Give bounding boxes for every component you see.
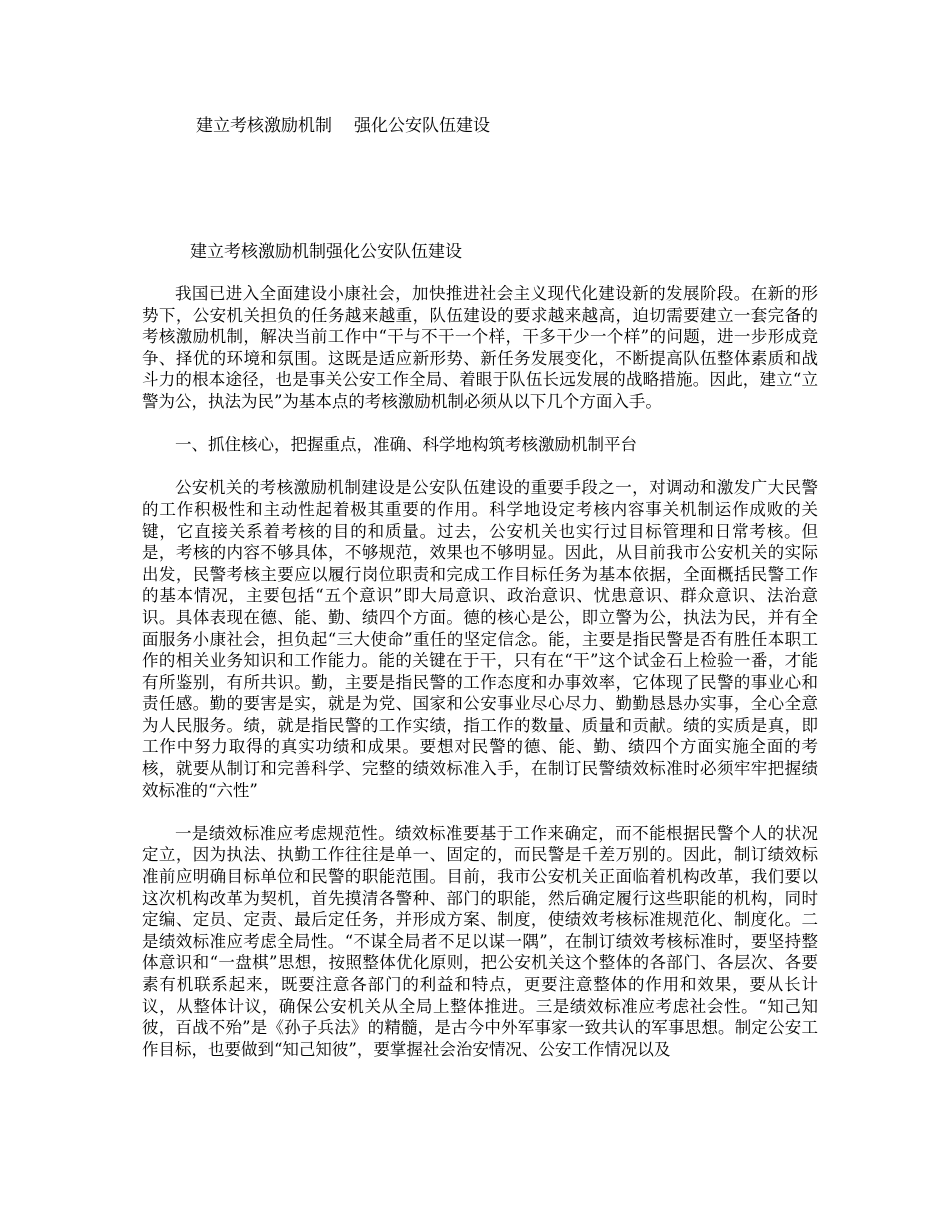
document-body — [142, 283, 818, 1060]
document-title — [196, 114, 490, 138]
section-heading-one: 一、抓住核心，把握重点，准确、科学地构筑考核激励机制平台 — [175, 435, 637, 455]
document-subtitle: 建立考核激励机制强化公安队伍建设 — [190, 242, 462, 262]
paragraph-assessment: 公安机关的考核激励机制建设是公安队伍建设的重要手段之一，对调动和激发广大民警的工作积极性和主动性起着极其重要的作用。科学地设定考核内容事关机制运作成败的关键，它直接关系着考核的目的和质量。过去，公安机关也实行过目标管理和日常考核。但是，考核的内容不够具体，不够规范，效果也不够明显。因此，从目前我市公安机关的实际出发，民警考核主要应以履行岗位职责和完成工作目标任务为基本依据，全面概括民警工作的基本情况，主要包括“五个意识”即大局意识、政治意识、忧患意识、群众意识、法治意识。具体表现在德、能、勤、绩四个方面。德的核心是公，即立警为公，执法为民，并有全面服务小康社会，担负起“三大使命”重任的坚定信念。能，主要是指民警是否有胜任本职工作的相关业务知识和工作能力。能的关键在于干，只有在“干”这个试金石上检验一番，才能有所鉴别，有所共识。勤，主要是指民警的工作态度和办事效率，它体现了民警的事业心和责任感。勤的要害是实，就是为党、国家和公安事业尽心尽力、勤勤恳恳办实事，全心全意为人民服务。绩，就是指民警的工作实绩，指工作的数量、质量和贡献。绩的实质是真，即工作中努力取得的真实功绩和成果。要想对民警的德、能、勤、绩四个方面实施全面的考核，就要从制订和完善科学、完整的绩效标准入手，在制订民警绩效标准时必须牢牢把握绩效标准的“六性” — [142, 478, 818, 800]
title-right: 强化公安队伍建设 — [354, 116, 490, 136]
title-left: 建立考核激励机制 — [196, 116, 332, 136]
paragraph-intro: 我国已进入全面建设小康社会，加快推进社会主义现代化建设新的发展阶段。在新的形势下，公安机关担负的任务越来越重，队伍建设的要求越来越高，迫切需要建立一套完备的考核激励机制，解决当前工作中“干与不干一个样，干多干少一个样”的问题，进一步形成竞争、择优的环境和氛围。这既是适应新形势、新任务发展变化，不断提高队伍整体素质和战斗力的根本途径，也是事关公安工作全局、着眼于队伍长远发展的战略措施。因此，建立“立警为公，执法为民”为基本点的考核激励机制必须从以下几个方面入手。 — [142, 284, 818, 411]
paragraph-standards: 一是绩效标准应考虑规范性。绩效标准要基于工作来确定，而不能根据民警个人的状况定立，因为执法、执勤工作往往是单一、固定的，而民警是千差万别的。因此，制订绩效标准前应明确目标单位和民警的职能范围。目前，我市公安机关正面临着机构改革，我们要以这次机构改革为契机，首先摸清各警种、部门的职能，然后确定履行这些职能的机构，同时定编、定员、定责、最后定任务，并形成方案、制度，使绩效考核标准规范化、制度化。二是绩效标准应考虑全局性。“不谋全局者不足以谋一隅”，在制订绩效考核标准时，要坚持整体意识和“一盘棋”思想，按照整体优化原则，把公安机关这个整体的各部门、各层次、各要素有机联系起来，既要注意各部门的利益和特点，更要注意整体的作用和效果，要从长计议，从整体计议，确保公安机关从全局上整体推进。三是绩效标准应考虑社会性。“知己知彼，百战不殆”是《孙子兵法》的精髓，是古今中外军事家一致共认的军事思想。制定公安工作目标，也要做到“知己知彼”，要掌握社会治安情况、公安工作情况以及 — [142, 823, 818, 1059]
